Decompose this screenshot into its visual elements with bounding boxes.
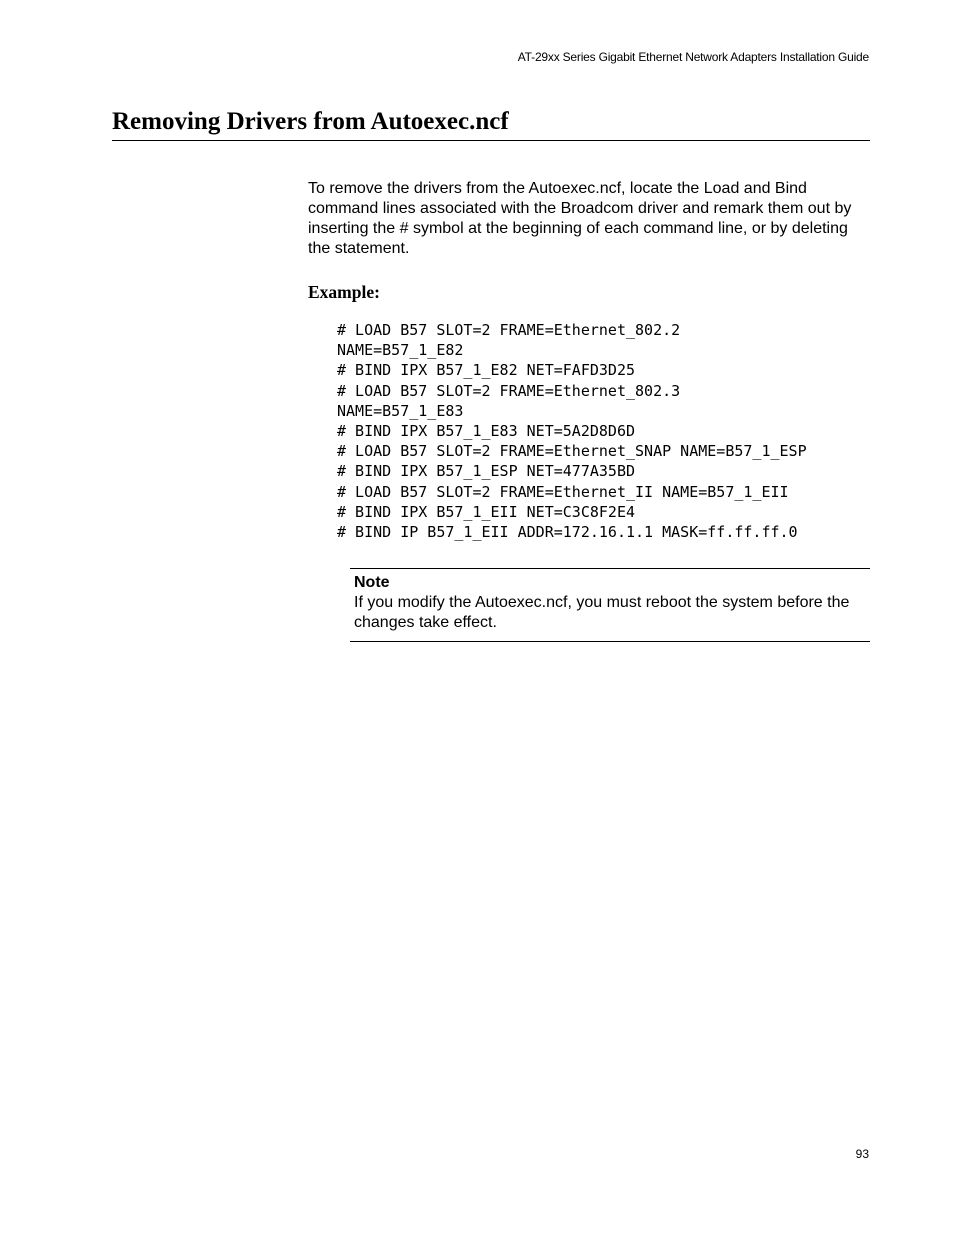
code-example [337,320,807,542]
page-number: 93 [855,1147,869,1161]
running-header: AT-29xx Series Gigabit Ethernet Network Adapters Installation Guide [517,50,869,64]
note-box [350,568,870,642]
code-line: NAME=B57_1_E83 [337,401,464,420]
code-line: # LOAD B57 SLOT=2 FRAME=Ethernet_II NAME=B57_1_EII [337,482,789,501]
example-heading: Example: [308,282,380,302]
code-line: # BIND IP B57_1_EII ADDR=172.16.1.1 MASK=ff.ff.ff.0 [337,523,798,542]
code-line: NAME=B57_1_E82 [337,341,464,360]
title-divider [112,140,870,141]
code-line: # LOAD B57 SLOT=2 FRAME=Ethernet_802.2 [337,321,681,339]
code-line: # BIND IPX B57_1_ESP NET=477A35BD [337,462,636,481]
instruction-paragraph: To remove the drivers from the Autoexec.ncf, locate the Load and Bind command lines associated with the Broadcom driver and remark them out by inserting the # symbol at the beginning of each command line, or by deleting the statement. [308,180,852,257]
code-line: # LOAD B57 SLOT=2 FRAME=Ethernet_SNAP NAME=B57_1_ESP [337,442,807,461]
code-line: # BIND IPX B57_1_E83 NET=5A2D8D6D [337,422,636,441]
code-line: # BIND IPX B57_1_EII NET=C3C8F2E4 [337,502,636,521]
note-text: If you modify the Autoexec.ncf, you must reboot the system before the changes take effect. [354,594,850,631]
code-line: # BIND IPX B57_1_E82 NET=FAFD3D25 [337,361,636,380]
note-heading: Note [354,574,390,591]
code-line: # LOAD B57 SLOT=2 FRAME=Ethernet_802.3 [337,381,681,400]
section-title: Removing Drivers from Autoexec.ncf [112,108,509,135]
